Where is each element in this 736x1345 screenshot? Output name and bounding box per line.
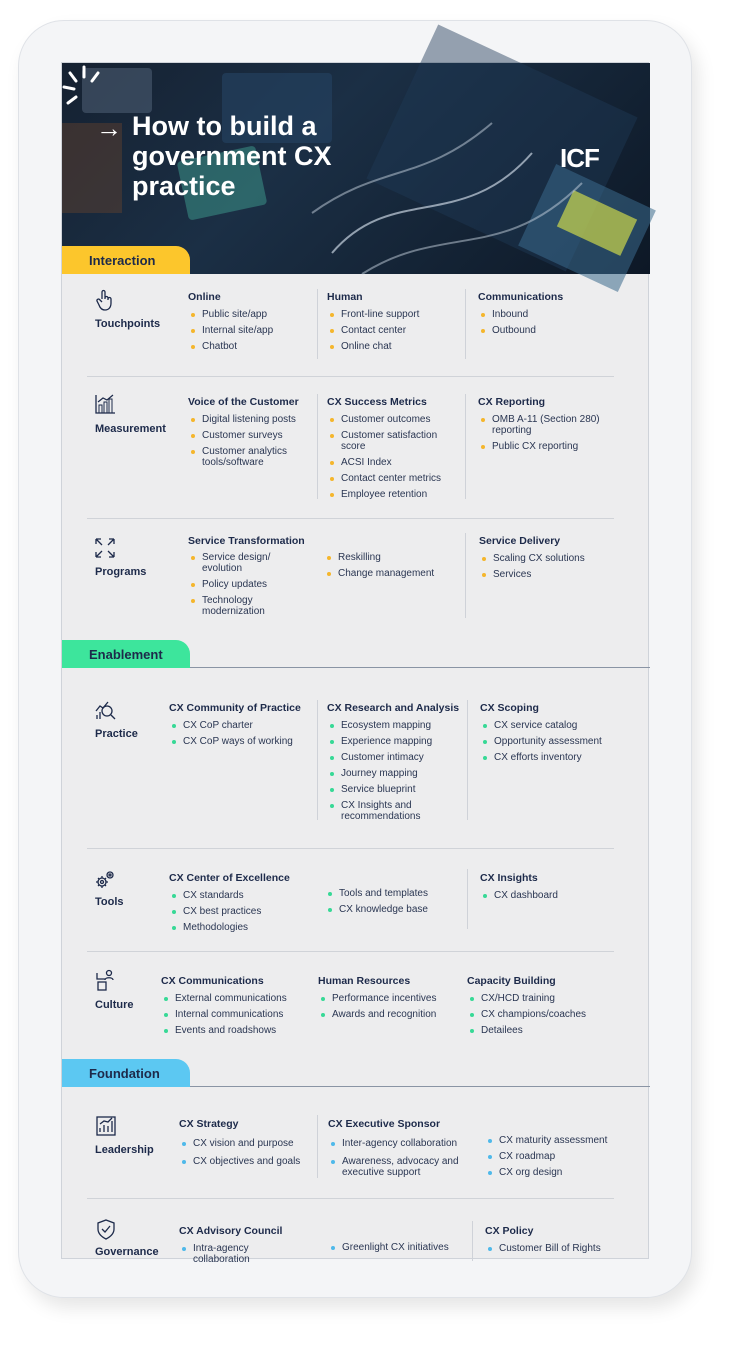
list-item: Front-line support — [327, 309, 457, 320]
list-item: Scaling CX solutions — [479, 553, 619, 564]
culture-communications-column — [161, 975, 311, 1041]
governance-council-column — [179, 1225, 319, 1270]
list-item: Digital listening posts — [188, 414, 313, 425]
list-item: Online chat — [327, 341, 457, 352]
column-title: CX Communications — [161, 975, 264, 987]
list-item: Customer Bill of Rights — [485, 1243, 635, 1254]
list-item: External communications — [161, 993, 311, 1004]
list-item: CX vision and purpose — [179, 1138, 319, 1149]
list-item: Methodologies — [169, 922, 319, 933]
list-item: Employee retention — [327, 489, 459, 500]
column-divider — [465, 289, 466, 359]
list-item: CX Insights and recommendations — [327, 800, 427, 822]
practice-scoping-column — [480, 702, 630, 768]
column-divider — [317, 700, 318, 820]
org-people-icon — [94, 969, 116, 991]
list-item: Detailees — [467, 1025, 627, 1036]
category-tools: Tools — [95, 896, 124, 908]
list-item: CX roadmap — [485, 1151, 630, 1162]
list-item: Change management — [324, 568, 459, 579]
category-touchpoints: Touchpoints — [95, 318, 161, 330]
column-divider — [317, 1115, 318, 1178]
column-divider — [472, 1221, 473, 1261]
list-item: ACSI Index — [327, 457, 459, 468]
column-title: CX Community of Practice — [169, 702, 301, 714]
list-item: Service blueprint — [327, 784, 467, 795]
list-item: CX champions/coaches — [467, 1009, 627, 1020]
list-item: Public CX reporting — [478, 441, 618, 452]
expand-arrows-icon — [94, 537, 116, 559]
list-item: Contact center metrics — [327, 473, 459, 484]
measurement-metrics-column — [327, 396, 459, 505]
list-item: Services — [479, 569, 619, 580]
list-item: Greenlight CX initiatives — [328, 1242, 473, 1253]
hero-banner — [62, 63, 650, 274]
column-title: CX Advisory Council — [179, 1225, 283, 1237]
column-title: CX Scoping — [480, 702, 539, 714]
list-item: Awareness, advocacy and executive support — [328, 1156, 473, 1178]
icf-logo-text: ICF — [560, 143, 599, 173]
tools-excellence-column — [169, 872, 319, 938]
list-item: Tools and templates — [325, 888, 465, 899]
list-item: Internal site/app — [188, 325, 313, 336]
column-divider — [465, 394, 466, 499]
list-item: CX efforts inventory — [480, 752, 630, 763]
list-item: Reskilling — [324, 552, 459, 563]
hand-pointer-icon — [94, 289, 116, 311]
culture-capacity-column — [467, 975, 627, 1041]
list-item: Opportunity assessment — [480, 736, 630, 747]
column-title: Human Resources — [318, 975, 411, 987]
category-programs: Programs — [95, 566, 147, 578]
category-leadership: Leadership — [95, 1144, 154, 1156]
list-item: Ecosystem mapping — [327, 720, 467, 731]
column-divider — [317, 289, 318, 359]
list-item: Customer satisfaction score — [327, 430, 459, 452]
infographic-screen[interactable] — [61, 62, 649, 1265]
column-title: Online — [188, 291, 221, 303]
shield-check-icon — [95, 1218, 117, 1240]
column-divider — [467, 700, 468, 820]
list-item: CX CoP charter — [169, 720, 319, 731]
list-item: Intra-agency collaboration — [179, 1243, 269, 1265]
list-item: CX CoP ways of working — [169, 736, 319, 747]
gears-icon — [94, 869, 116, 891]
list-item: CX standards — [169, 890, 319, 901]
category-culture: Culture — [95, 999, 134, 1011]
list-item: Inter-agency collaboration — [328, 1138, 473, 1149]
list-item: Customer surveys — [188, 430, 313, 441]
leadership-strategy-column — [179, 1118, 319, 1172]
list-item: Customer outcomes — [327, 414, 459, 425]
touchpoints-communications-column — [478, 291, 628, 341]
tools-excellence-column-2 — [325, 888, 465, 920]
page-title: How to build a government CX practice — [132, 111, 332, 201]
column-divider — [467, 869, 468, 929]
column-title: Human — [327, 291, 363, 303]
column-title: Service Delivery — [479, 535, 561, 547]
section-tab-interaction[interactable]: Interaction — [62, 246, 190, 274]
touchpoints-human-column — [327, 291, 457, 357]
leadership-chart-icon — [95, 1115, 117, 1137]
list-item: CX objectives and goals — [179, 1156, 319, 1167]
list-item: CX dashboard — [480, 890, 630, 901]
list-item: OMB A-11 (Section 280) reporting — [478, 414, 618, 436]
list-item: Outbound — [478, 325, 628, 336]
row-divider — [87, 518, 614, 519]
column-title: CX Strategy — [179, 1118, 239, 1130]
list-item: CX service catalog — [480, 720, 630, 731]
column-title: Communications — [478, 291, 564, 303]
list-item: CX knowledge base — [325, 904, 465, 915]
measurement-reporting-column — [478, 396, 618, 457]
leadership-org-column — [485, 1135, 630, 1183]
programs-transformation-column — [188, 552, 288, 622]
column-divider — [465, 533, 466, 618]
list-item: CX org design — [485, 1167, 630, 1178]
column-title: CX Center of Excellence — [169, 872, 290, 884]
column-title: CX Research and Analysis — [327, 702, 460, 714]
column-title: CX Insights — [480, 872, 538, 884]
programs-transformation-title — [188, 535, 458, 553]
list-item: Experience mapping — [327, 736, 467, 747]
list-item: Public site/app — [188, 309, 313, 320]
list-item: Events and roadshows — [161, 1025, 311, 1036]
tools-insights-column — [480, 872, 630, 906]
list-item: CX best practices — [169, 906, 319, 917]
list-item: CX/HCD training — [467, 993, 627, 1004]
category-measurement: Measurement — [95, 423, 166, 435]
list-item: Customer analytics tools/software — [188, 446, 313, 468]
column-title: Capacity Building — [467, 975, 556, 987]
column-title: Service Transformation — [188, 535, 305, 547]
section-tab-foundation[interactable]: Foundation — [62, 1059, 190, 1087]
programs-transformation-column-2 — [324, 552, 459, 584]
row-divider — [87, 1198, 614, 1199]
icf-logo-burst-icon — [62, 63, 132, 123]
category-practice: Practice — [95, 728, 138, 740]
list-item: Internal communications — [161, 1009, 311, 1020]
list-item: CX maturity assessment — [485, 1135, 630, 1146]
measurement-voice-column — [188, 396, 313, 473]
row-divider — [87, 951, 614, 952]
list-item: Performance incentives — [318, 993, 463, 1004]
practice-community-column — [169, 702, 319, 752]
governance-council-column-2 — [328, 1242, 473, 1258]
list-item: Chatbot — [188, 341, 313, 352]
column-title: CX Reporting — [478, 396, 546, 408]
list-item: Awards and recognition — [318, 1009, 463, 1020]
list-item: Technology modernization — [188, 595, 288, 617]
column-title: CX Executive Sponsor — [328, 1118, 441, 1130]
list-item: Policy updates — [188, 579, 288, 590]
list-item: Contact center — [327, 325, 457, 336]
culture-hr-column — [318, 975, 463, 1025]
column-title: CX Success Metrics — [327, 396, 427, 408]
list-item: Journey mapping — [327, 768, 467, 779]
programs-delivery-column — [479, 535, 619, 585]
section-tab-enablement[interactable]: Enablement — [62, 640, 190, 668]
bar-chart-icon — [94, 393, 116, 415]
arrow-right-icon: → — [96, 113, 122, 143]
leadership-sponsor-column — [328, 1118, 473, 1183]
touchpoints-online-column — [188, 291, 313, 357]
column-title: Voice of the Customer — [188, 396, 299, 408]
category-governance: Governance — [95, 1246, 159, 1258]
list-item: Customer intimacy — [327, 752, 467, 763]
row-divider — [87, 376, 614, 377]
governance-policy-column — [485, 1225, 635, 1259]
list-item: Inbound — [478, 309, 628, 320]
practice-research-column — [327, 702, 467, 827]
list-item: Service design/ evolution — [188, 552, 288, 574]
magnifier-chart-icon — [94, 699, 116, 721]
column-divider — [317, 394, 318, 499]
column-title: CX Policy — [485, 1225, 534, 1237]
row-divider — [87, 848, 614, 849]
